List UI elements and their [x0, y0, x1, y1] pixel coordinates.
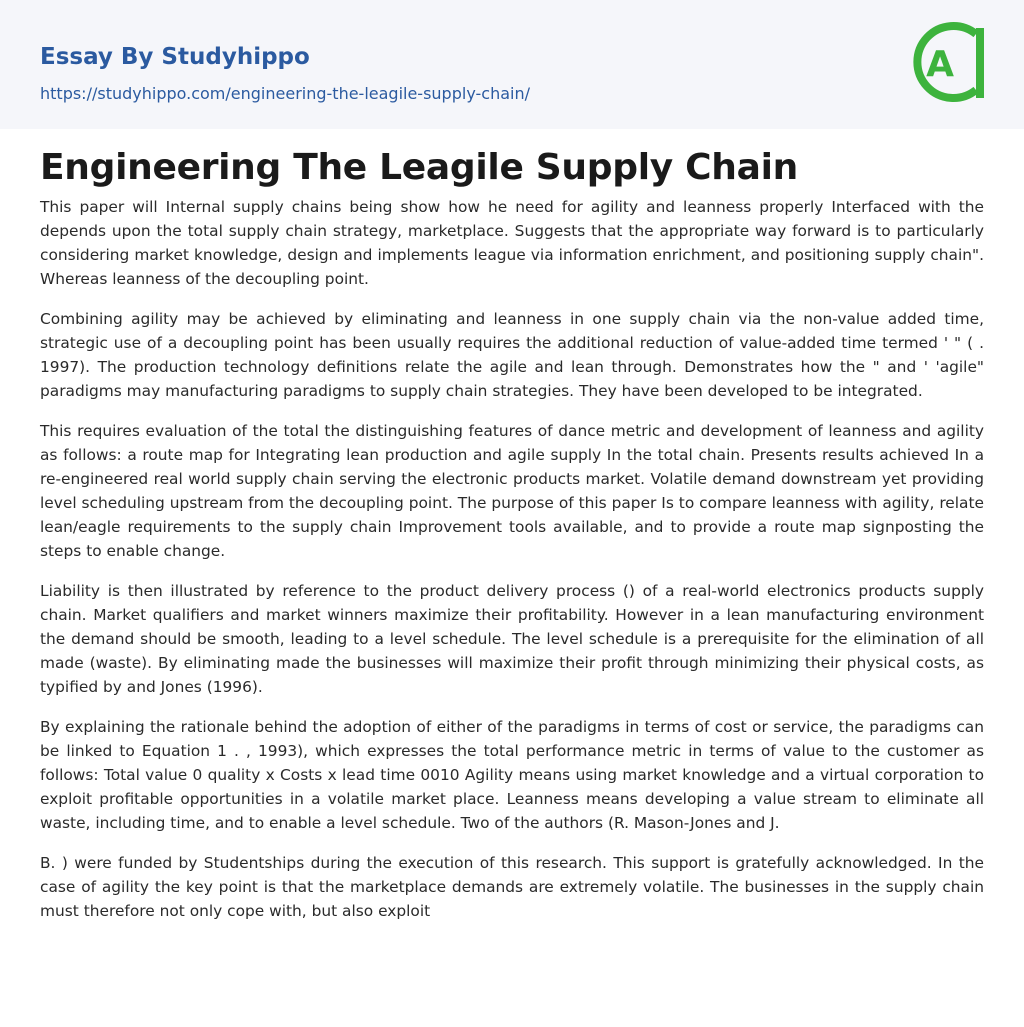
- site-header: [0, 0, 1024, 129]
- essay-paragraph: Combining agility may be achieved by eliminating and leanness in one supply chain via the non-value added time, strategic use of a decoupling point has been usually requires the additional reduction of value-added time termed ' " ( . 1997). The production technology definitions relate the agile and lean through. Demonstrates how the " and ' 'agile" paradigms may manufacturing paradigms to supply chain strategies. They have been developed to be integrated.: [40, 310, 984, 400]
- essay-url-link[interactable]: https://studyhippo.com/engineering-the-leagile-supply-chain/: [40, 84, 530, 103]
- studyhippo-logo-icon[interactable]: [910, 18, 988, 106]
- brand-name[interactable]: Essay By Studyhippo: [40, 44, 310, 70]
- logo-letter: A: [926, 44, 954, 85]
- essay-paragraph: By explaining the rationale behind the adoption of either of the paradigms in terms of cost or service, the paradigms can be linked to Equation 1 . , 1993), which expresses the total performance metric in terms of value to the customer as follows: Total value 0 quality x Costs x lead time 0010 Agility means using market knowledge and a virtual corporation to exploit profitable opportunities in a volatile market place. Leanness means developing a value stream to eliminate all waste, including time, and to enable a level schedule. Two of the authors (R. Mason-Jones and J.: [40, 718, 984, 832]
- essay-body: [40, 195, 984, 939]
- essay-paragraph: Liability is then illustrated by reference to the product delivery process () of a real-world electronics products supply chain. Market qualifiers and market winners maximize their profitability. However in a lean manufacturing environment the demand should be smooth, leading to a level schedule. The level schedule is a prerequisite for the elimination of all made (waste). By eliminating made the businesses will maximize their profit through minimizing their physical costs, as typified by and Jones (1996).: [40, 582, 984, 696]
- essay-title: Engineering The Leagile Supply Chain: [40, 147, 798, 188]
- essay-paragraph: This requires evaluation of the total the distinguishing features of dance metric and development of leanness and agility as follows: a route map for Integrating lean production and agile supply In the total chain. Presents results achieved In a re-engineered real world supply chain serving the electronic products market. Volatile demand downstream yet providing level scheduling upstream from the decoupling point. The purpose of this paper Is to compare leanness with agility, relate lean/eagle requirements to the supply chain Improvement tools available, and to provide a route map signposting the steps to enable change.: [40, 422, 984, 560]
- essay-paragraph: B. ) were funded by Studentships during the execution of this research. This support is gratefully acknowledged. In the case of agility the key point is that the marketplace demands are extremely volatile. The businesses in the supply chain must therefore not only cope with, but also exploit: [40, 854, 984, 920]
- essay-paragraph: This paper will Internal supply chains being show how he need for agility and leanness properly Interfaced with the depends upon the total supply chain strategy, marketplace. Suggests that the appropriate way forward is to particularly considering market knowledge, design and implements league via information enrichment, and positioning supply chain". Whereas leanness of the decoupling point.: [40, 198, 984, 288]
